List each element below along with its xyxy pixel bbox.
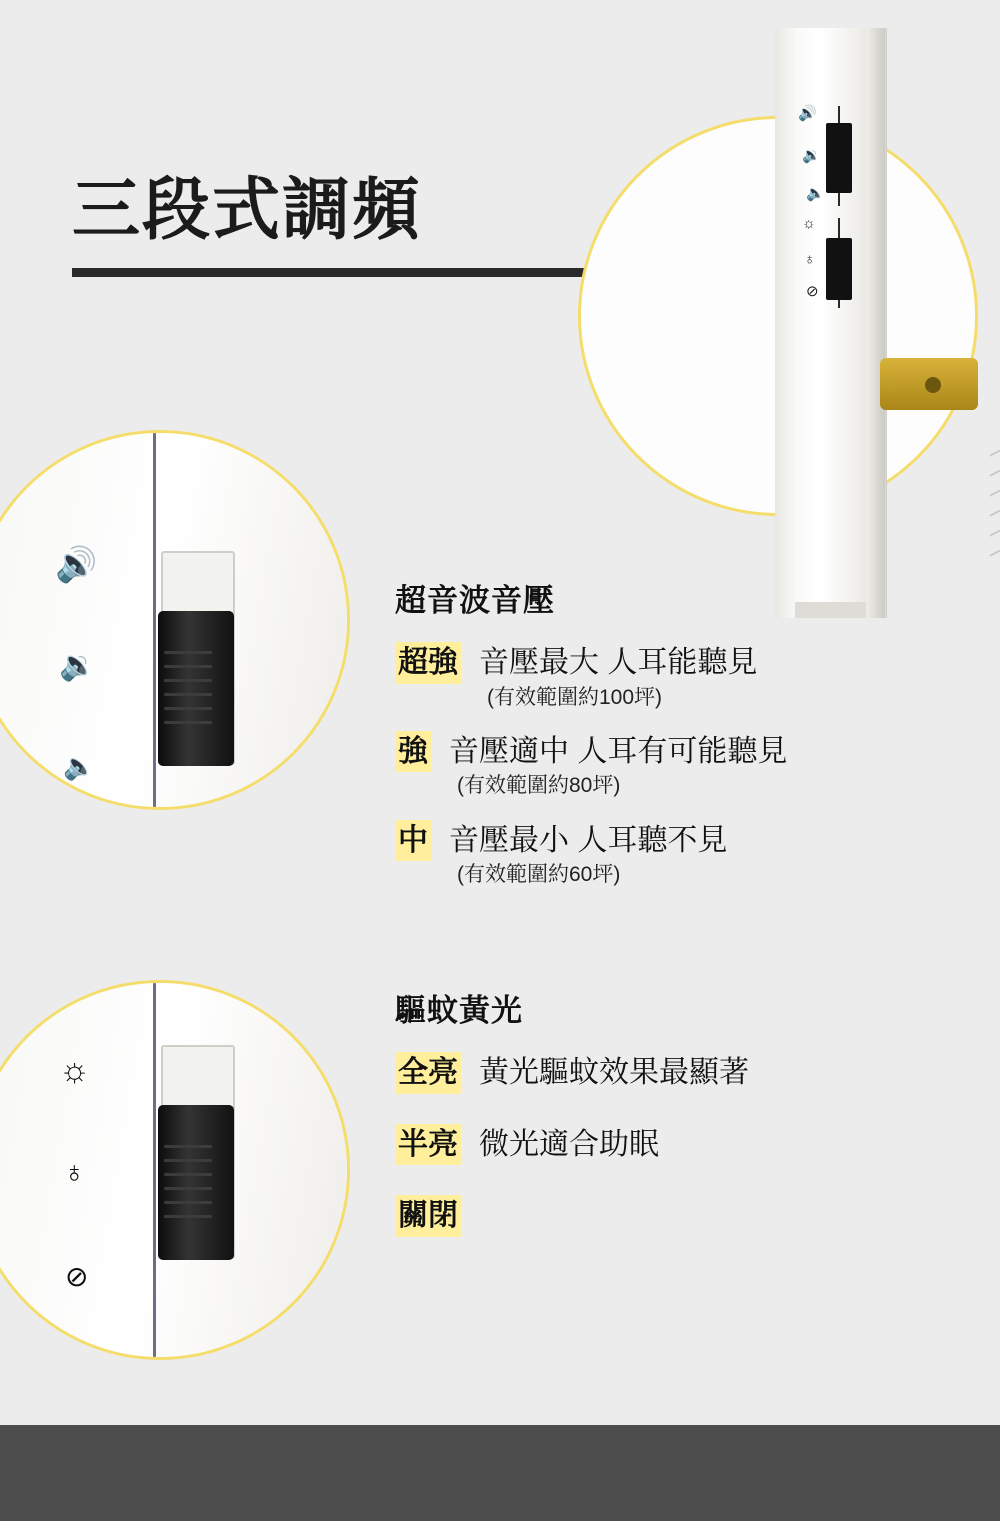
spec-row (395, 1052, 995, 1094)
light-slider-photo (0, 975, 370, 1370)
lamp-full-icon: ☼ (59, 1051, 91, 1089)
footer-bar (0, 1425, 1000, 1521)
side-view-device-photo (570, 28, 1000, 628)
lamp-off-icon: ⊘ (806, 283, 819, 300)
page-title-block (72, 172, 592, 277)
section-light (395, 985, 995, 1267)
panel-seam (153, 983, 156, 1360)
plug-prong-hole (925, 377, 941, 393)
photo-circle-frame (0, 980, 350, 1360)
light-slider-knob[interactable] (158, 1105, 234, 1260)
spec-row (395, 642, 995, 711)
sound-low-icon: 🔈 (806, 185, 825, 202)
lamp-off-icon: ⊘ (65, 1261, 89, 1292)
light-switch-knob[interactable] (826, 238, 852, 300)
spec-label: 關閉 (395, 1195, 461, 1237)
spec-body (449, 731, 787, 800)
spec-main-text: 音壓適中 人耳有可能聽見 (449, 734, 788, 768)
lamp-half-icon: ♁ (804, 251, 816, 268)
spec-main-text: 音壓最大 人耳能聽見 (479, 646, 758, 679)
ultrasonic-switch-knob[interactable] (826, 123, 852, 193)
section-heading: 驅蚊黃光 (395, 993, 523, 1028)
ultrasonic-slider-knob[interactable] (158, 611, 234, 766)
spec-label: 半亮 (395, 1124, 461, 1166)
spec-label: 超強 (395, 642, 461, 684)
spec-main-text: 黃光驅蚊效果最顯著 (479, 1056, 749, 1089)
spec-row (395, 1124, 995, 1166)
sound-high-icon: 🔊 (55, 546, 98, 584)
spec-label: 全亮 (395, 1052, 461, 1094)
lamp-full-icon: ☼ (802, 215, 816, 232)
spec-body (449, 820, 727, 889)
page-title: 三段式調頻 (72, 172, 423, 248)
spec-row (395, 1195, 995, 1237)
ultrasonic-slider-photo (0, 425, 370, 820)
spec-row (395, 820, 995, 889)
title-underline (72, 268, 584, 277)
sound-low-icon: 🔈 (63, 751, 96, 781)
lamp-half-icon: ♁ (63, 1156, 86, 1189)
section-ultrasonic (395, 575, 995, 894)
spec-row (395, 731, 995, 800)
spec-sub-text: (有效範圍約80坪) (457, 774, 621, 798)
spec-label: 中 (395, 820, 431, 862)
device-side-shade (866, 28, 885, 618)
spec-label: 強 (395, 731, 431, 773)
sound-high-icon: 🔊 (798, 105, 817, 122)
spec-sub-text: (有效範圍約100坪) (487, 685, 663, 709)
spec-sub-text: (有效範圍約60坪) (457, 863, 621, 887)
section-heading: 超音波音壓 (395, 583, 555, 618)
spec-main-text: 微光適合助眠 (479, 1127, 659, 1161)
sound-mid-icon: 🔉 (59, 649, 97, 682)
panel-seam (153, 433, 156, 810)
spec-body (479, 642, 757, 711)
sound-mid-icon: 🔉 (802, 147, 821, 164)
spec-main-text: 音壓最小 人耳聽不見 (449, 823, 728, 857)
photo-circle-frame (0, 430, 350, 810)
device-front-edge (775, 28, 795, 618)
